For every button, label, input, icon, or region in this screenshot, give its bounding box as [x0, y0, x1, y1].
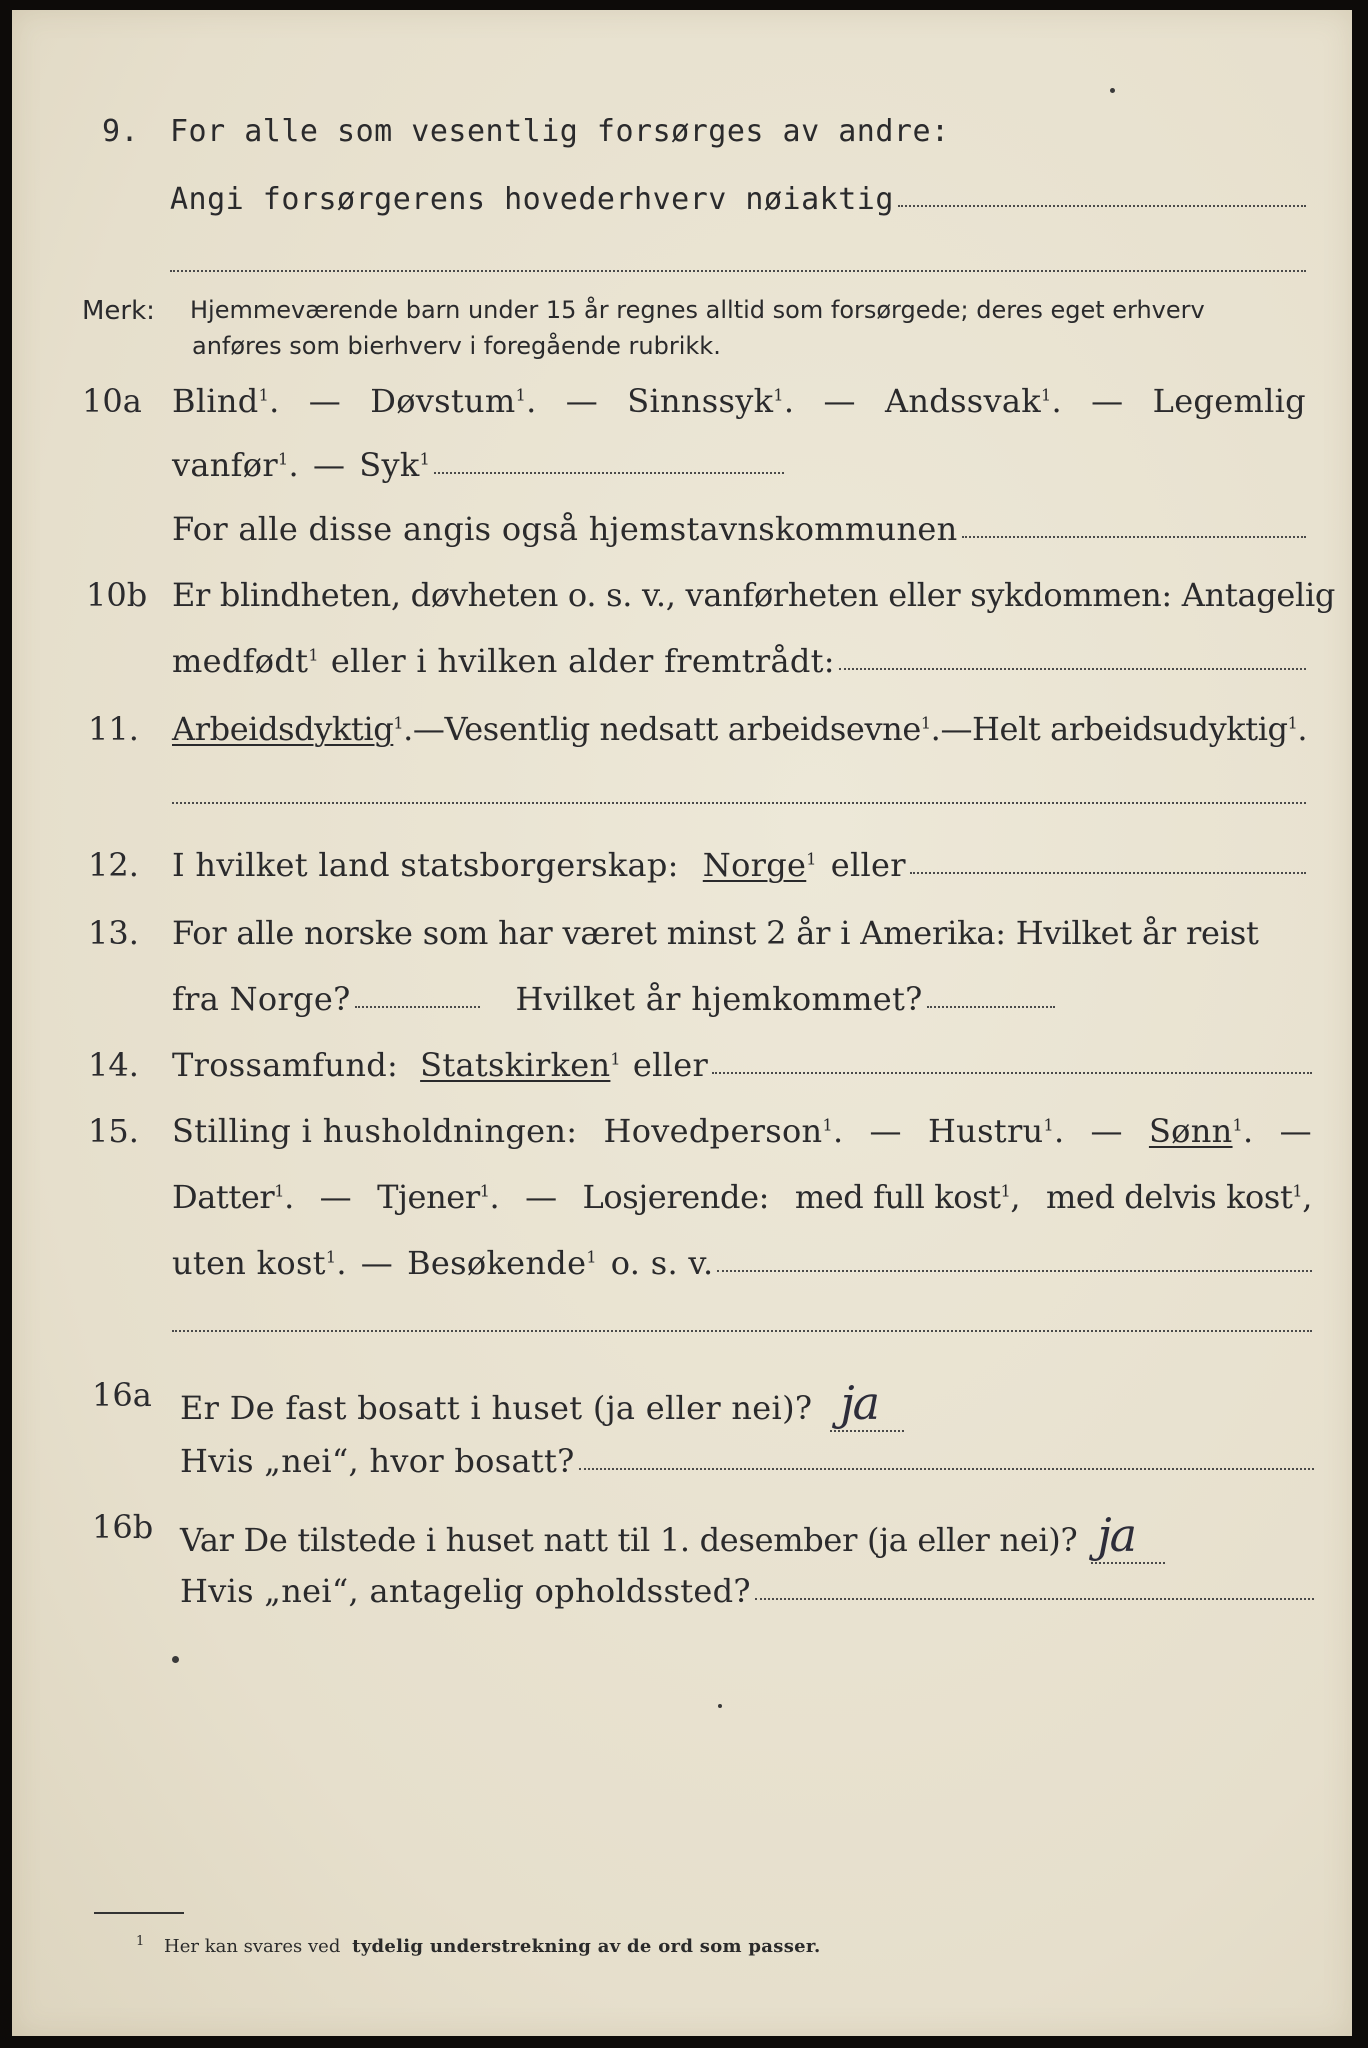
separator: — — [525, 1178, 557, 1216]
q9-line2 — [170, 182, 1306, 217]
q16b-opholdssted-field[interactable] — [755, 1598, 1314, 1600]
q11-vesentlig: Vesentlig nedsatt arbeidsevne$^1$. — [444, 710, 941, 748]
q10b-alder-label: eller i hvilken alder fremtrådt: — [330, 642, 835, 680]
q13-question: For alle norske som har været minst 2 år i Amerika: Hvilket år reist — [172, 914, 1259, 952]
ink-speck — [172, 1656, 179, 1663]
q12-answer-field[interactable] — [910, 872, 1306, 874]
q13-number: 13. — [88, 914, 139, 952]
q9-answer-field[interactable] — [898, 205, 1306, 207]
q10a-andssvak: Andssvak$^1$. — [884, 382, 1062, 420]
q13-fra-norge-label: fra Norge? — [172, 980, 351, 1018]
q9-extra-line[interactable] — [170, 270, 1306, 272]
separator: — — [319, 1178, 352, 1216]
q15-line3 — [172, 1244, 1312, 1282]
q15-osv: o. s. v. — [610, 1244, 714, 1282]
q15-tjener: Tjener$^1$. — [377, 1178, 500, 1216]
q15-delvis-kost: med delvis kost$^1$, — [1045, 1178, 1312, 1216]
q9-number: 9. — [102, 114, 140, 149]
q15-sonn: Sønn$^1$. — [1148, 1112, 1254, 1150]
ink-speck — [718, 1704, 722, 1708]
q15-uten-kost: uten kost$^1$. — [172, 1244, 347, 1282]
separator: — — [412, 710, 445, 748]
q11-number: 11. — [88, 710, 139, 748]
q10a-sinnssyk: Sinnssyk$^1$. — [627, 382, 795, 420]
q12-number: 12. — [88, 846, 139, 884]
q10b-line2 — [172, 642, 1306, 680]
q16b-opholdssted-label: Hvis „nei“, antagelig opholdssted? — [180, 1572, 751, 1610]
q10a-number: 10a — [82, 382, 142, 420]
footnote — [136, 1936, 821, 1957]
q14-line — [172, 1046, 1312, 1084]
q9-occupation-label: Angi forsørgerens hovederhverv nøiaktig — [170, 182, 894, 217]
q15-answer-field[interactable] — [717, 1270, 1312, 1272]
q10a-syk-field[interactable] — [434, 472, 784, 474]
separator: — — [312, 446, 346, 484]
q13-line2 — [172, 980, 1059, 1018]
q15-datter: Datter$^1$. — [172, 1178, 294, 1216]
q15-line2 — [172, 1178, 1312, 1216]
q12-line — [172, 846, 1306, 884]
q12-eller: eller — [830, 846, 906, 884]
q10b-medfodt: medfødt$^1$ — [172, 642, 319, 680]
q15-full-kost: med full kost$^1$, — [794, 1178, 1021, 1216]
q16a-number: 16a — [92, 1376, 152, 1414]
q10a-line2 — [172, 446, 788, 484]
q16a-bosatt-field[interactable] — [579, 1468, 1314, 1470]
q15-losjerende: Losjerende: — [582, 1178, 769, 1216]
q14-statskirken: Statskirken$^1$ — [420, 1046, 621, 1084]
q15-hovedperson: Hovedperson$^1$. — [603, 1112, 844, 1150]
q10a-syk: Syk$^1$ — [359, 446, 431, 484]
q10b-line1 — [172, 576, 1336, 614]
q16b-number: 16b — [92, 1508, 154, 1546]
q13-hjemkommet-label: Hvilket år hjemkommet? — [515, 980, 923, 1018]
q10a-blind: Blind$^1$. — [172, 382, 280, 420]
separator: — — [308, 382, 342, 420]
footnote-text: Her kan svares ved — [164, 1936, 341, 1957]
q15-besokende: Besøkende$^1$ — [407, 1244, 597, 1282]
separator: — — [565, 382, 599, 420]
footnote-bold-text: tydelig understrekning av de ord som passer. — [352, 1936, 821, 1957]
q15-line1 — [172, 1112, 1312, 1150]
q14-answer-field[interactable] — [712, 1072, 1312, 1074]
q11-helt: Helt arbeidsudyktig$^1$. — [972, 710, 1308, 748]
q14-number: 14. — [88, 1046, 139, 1084]
q16a-line2 — [180, 1442, 1314, 1480]
separator: — — [823, 382, 856, 420]
footnote-divider — [94, 1912, 184, 1914]
q16b-handwritten-answer[interactable]: ja — [1091, 1508, 1165, 1564]
q15-extra-line[interactable] — [172, 1330, 1312, 1332]
ink-speck — [1110, 88, 1115, 93]
q15-number: 15. — [88, 1112, 139, 1150]
q15-hustru: Hustru$^1$. — [927, 1112, 1065, 1150]
separator: — — [360, 1244, 394, 1282]
separator: — — [1091, 382, 1124, 420]
q16a-handwritten-answer[interactable]: ja — [830, 1376, 904, 1432]
q9-line1 — [170, 114, 950, 149]
q16b-line2 — [180, 1572, 1314, 1610]
q11-line — [172, 710, 1306, 748]
q11-extra-line[interactable] — [172, 802, 1306, 804]
separator: — — [940, 710, 973, 748]
q15-stilling-label: Stilling i husholdningen: — [172, 1112, 578, 1150]
q10a-dovstum: Døvstum$^1$. — [370, 382, 537, 420]
q13-fra-norge-field[interactable] — [355, 1006, 480, 1008]
q16a-question: Er De fast bosatt i huset (ja eller nei)? — [180, 1389, 813, 1427]
merk-line1: Hjemmeværende barn under 15 år regnes alltid som forsørgede; deres eget erhverv — [190, 296, 1205, 324]
q9-question: For alle som vesentlig forsørges av andre: — [170, 114, 950, 149]
q16b-line1 — [180, 1508, 1165, 1564]
q10b-alder-field[interactable] — [839, 668, 1306, 670]
census-form-page — [12, 10, 1352, 2036]
q10a-hjemstavn-field[interactable] — [962, 536, 1306, 538]
separator: — — [1090, 1112, 1123, 1150]
footnote-mark: 1 — [136, 1934, 145, 1949]
q10a-line3 — [172, 510, 1306, 548]
q10a-vanfor: vanfør$^1$. — [172, 446, 299, 484]
merk-label: Merk: — [82, 296, 155, 326]
q14-question: Trossamfund: — [172, 1046, 399, 1084]
merk-line2: anføres som bierhverv i foregående rubrikk. — [192, 332, 721, 360]
q13-line1 — [172, 914, 1306, 952]
q10a-legemlig: Legemlig — [1152, 382, 1306, 420]
separator: — — [869, 1112, 902, 1150]
q10a-hjemstavn-label: For alle disse angis også hjemstavnskommunen — [172, 510, 958, 548]
q10b-number: 10b — [86, 576, 148, 614]
separator: — — [1279, 1112, 1312, 1150]
q10a-line1 — [172, 382, 1306, 420]
q11-arbeidsdyktig: Arbeidsdyktig$^1$. — [172, 710, 413, 748]
q16a-bosatt-label: Hvis „nei“, hvor bosatt? — [180, 1442, 575, 1480]
q10b-question: Er blindheten, døvheten o. s. v., vanførheten eller sykdommen: Antagelig — [172, 576, 1336, 614]
q12-norge: Norge$^1$ — [702, 846, 817, 884]
q16b-question: Var De tilstede i huset natt til 1. desember (ja eller nei)? — [180, 1521, 1078, 1559]
q12-question: I hvilket land statsborgerskap: — [172, 846, 679, 884]
q16a-line1 — [180, 1376, 904, 1432]
q13-hjemkommet-field[interactable] — [927, 1006, 1055, 1008]
q14-eller: eller — [632, 1046, 709, 1084]
